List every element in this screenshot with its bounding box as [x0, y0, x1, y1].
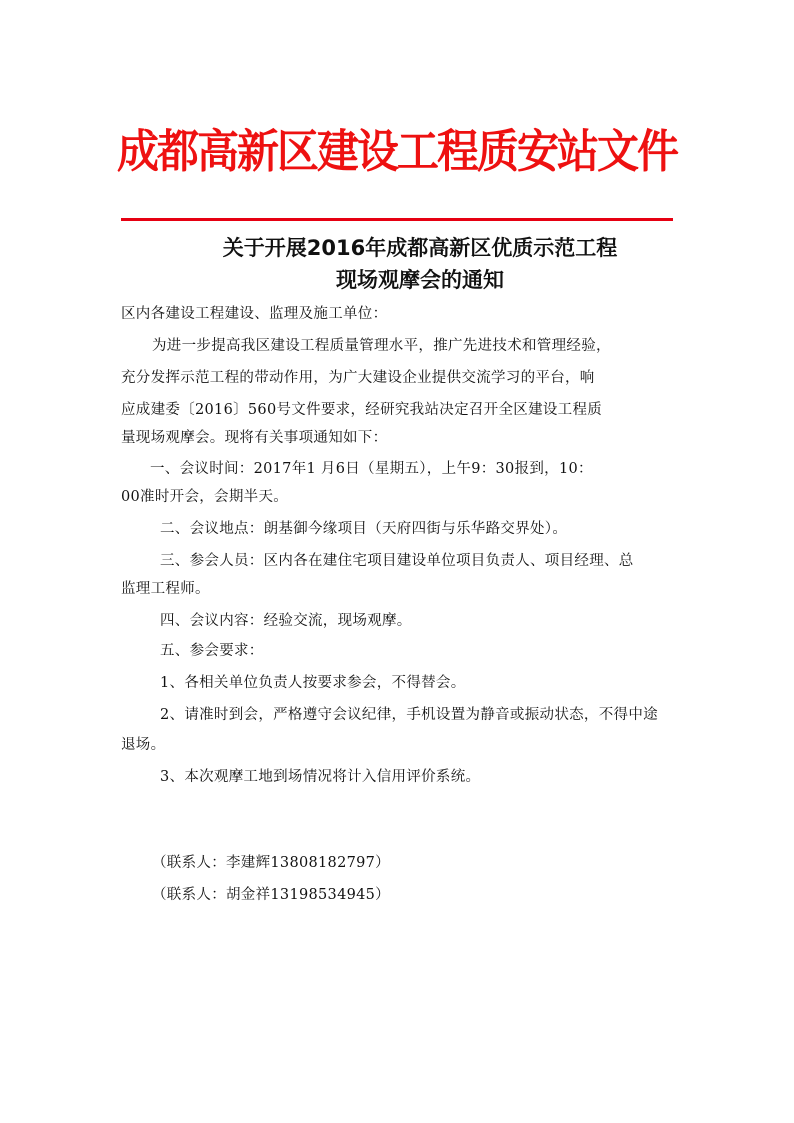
contact-2: （联系人：胡金祥13198534945）	[152, 887, 390, 903]
intro-line-4: 量现场观摩会。现将有关事项通知如下：	[121, 430, 388, 446]
item-time-line-1: 一、会议时间：2017年1 月6日（星期五），上午9：30报到，10：	[150, 461, 593, 477]
item-time-line-2: 00准时开会，会期半天。	[121, 489, 289, 505]
notice-title-line-2: 现场观摩会的通知	[336, 268, 504, 292]
requirement-3: 3、本次观摩工地到场情况将计入信用评价系统。	[160, 769, 481, 785]
contact-1: （联系人：李建辉13808182797）	[152, 855, 390, 871]
item-attendees-line-2: 监理工程师。	[121, 581, 210, 597]
item-content: 四、会议内容：经验交流，现场观摩。	[160, 613, 412, 629]
salutation: 区内各建设工程建设、监理及施工单位：	[121, 306, 388, 322]
item-attendees-line-1: 三、参会人员：区内各在建住宅项目建设单位项目负责人、项目经理、总	[160, 553, 634, 569]
item-place: 二、会议地点：朗基御今缘项目（天府四街与乐华路交界处）。	[160, 521, 568, 537]
intro-line-1: 为进一步提高我区建设工程质量管理水平，推广先进技术和管理经验，	[152, 338, 611, 354]
requirement-2-line-1: 2、请准时到会，严格遵守会议纪律，手机设置为静音或振动状态，不得中途	[160, 707, 658, 723]
intro-line-2: 充分发挥示范工程的带动作用，为广大建设企业提供交流学习的平台，响	[121, 370, 595, 386]
letterhead-title: 成都高新区建设工程质安站文件	[116, 125, 677, 178]
letterhead-red-rule	[121, 218, 673, 221]
intro-line-3: 应成建委〔2016〕560号文件要求，经研究我站决定召开全区建设工程质	[121, 402, 603, 418]
requirement-2-line-2: 退场。	[121, 737, 166, 753]
item-requirements-heading: 五、参会要求：	[160, 643, 264, 659]
requirement-1: 1、各相关单位负责人按要求参会，不得替会。	[160, 675, 466, 691]
notice-title-line-1: 关于开展2016年成都高新区优质示范工程	[222, 236, 618, 260]
